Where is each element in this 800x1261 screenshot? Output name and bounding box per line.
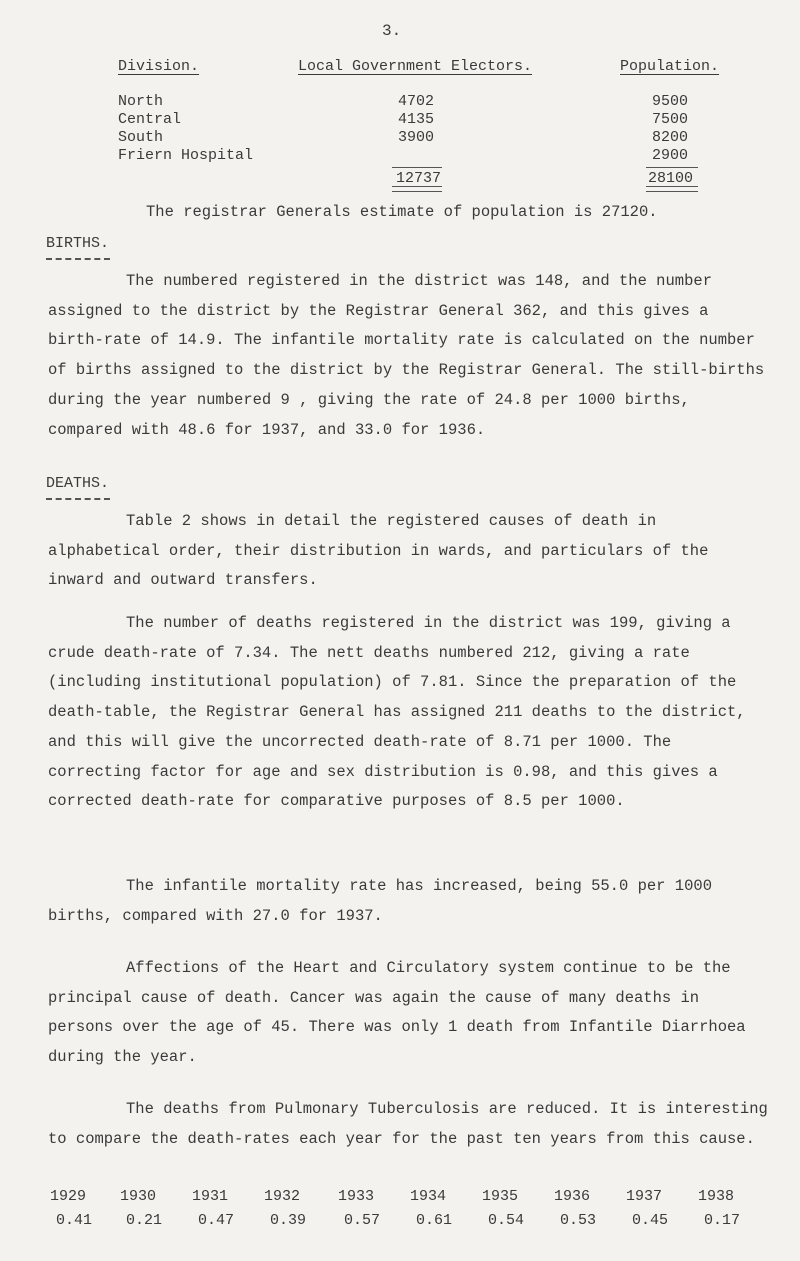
tb-year: 1933: [338, 1188, 375, 1205]
population-total-rule: [646, 167, 698, 168]
tb-rate: 0.54: [488, 1212, 525, 1229]
division-name: Friern Hospital: [118, 147, 254, 164]
population-value: 7500: [652, 111, 689, 128]
population-value: 8200: [652, 129, 689, 146]
tb-year: 1938: [698, 1188, 735, 1205]
electors-value: 4135: [398, 111, 435, 128]
tb-year: 1930: [120, 1188, 157, 1205]
population-total: 28100: [648, 170, 694, 187]
tb-rate: 0.45: [632, 1212, 669, 1229]
deaths-paragraph-4: Affections of the Heart and Circulatory system continue to be the principal cause of death. Cancer was again the cause of many deaths in persons over the age of 45. There was only 1 death from Infantile Diarrhoea during the year.: [48, 959, 746, 1067]
header-division: Division.: [118, 58, 200, 75]
table-row: [0, 147, 800, 165]
tb-rate: 0.21: [126, 1212, 163, 1229]
deaths-heading: [46, 475, 110, 500]
tb-year: 1935: [482, 1188, 519, 1205]
tb-year: 1936: [554, 1188, 591, 1205]
deaths-paragraph-3: The infantile mortality rate has increased, being 55.0 per 1000 births, compared with 27.0 for 1937.: [48, 877, 712, 925]
tb-rate: 0.47: [198, 1212, 235, 1229]
table-row: [0, 111, 800, 129]
division-name: Central: [118, 111, 182, 128]
electors-value: 3900: [398, 129, 435, 146]
population-estimate: The registrar Generals estimate of population is 27120.: [146, 203, 658, 221]
tb-rate: 0.61: [416, 1212, 453, 1229]
deaths-paragraph-1: Table 2 shows in detail the registered causes of death in alphabetical order, their distribution in wards, and particulars of the inward and outward transfers.: [48, 512, 709, 590]
population-double-rule: [646, 186, 698, 192]
population-value: 9500: [652, 93, 689, 110]
births-heading: [46, 235, 110, 260]
deaths-paragraph-2: The number of deaths registered in the district was 199, giving a crude death-rate of 7.34. The nett deaths numbered 212, giving a rate (including institutional population) of 7.81. Since the preparation of the death-table, the Registrar General has assigned 211 deaths to the district, and this will give the uncorrected death-rate of 8.71 per 1000. The correcting factor for age and sex distribution is 0.98, and this gives a corrected death-rate for comparative purposes of 8.5 per 1000.: [48, 614, 746, 811]
births-heading-text: BIRTHS.: [46, 235, 110, 252]
table-row: [0, 129, 800, 147]
page-number: 3.: [382, 22, 402, 40]
tb-year: 1937: [626, 1188, 663, 1205]
tb-rate: 0.39: [270, 1212, 307, 1229]
births-heading-underline: [46, 258, 110, 260]
deaths-heading-underline: [46, 498, 110, 500]
table-row: [0, 93, 800, 111]
population-value: 2900: [652, 147, 689, 164]
tb-year: 1929: [50, 1188, 87, 1205]
electors-total-rule: [392, 167, 442, 168]
tb-year: 1932: [264, 1188, 301, 1205]
tb-rate: 0.17: [704, 1212, 741, 1229]
electors-total: 12737: [396, 170, 442, 187]
division-name: North: [118, 93, 164, 110]
tb-rate: 0.53: [560, 1212, 597, 1229]
tb-year: 1931: [192, 1188, 229, 1205]
electors-value: 4702: [398, 93, 435, 110]
tb-rate: 0.41: [56, 1212, 93, 1229]
deaths-paragraph-5: The deaths from Pulmonary Tuberculosis are reduced. It is interesting to compare the death-rates each year for the past ten years from this cause.: [48, 1100, 768, 1148]
division-name: South: [118, 129, 164, 146]
deaths-heading-text: DEATHS.: [46, 475, 110, 492]
births-paragraph: The numbered registered in the district was 148, and the number assigned to the district by the Registrar General 362, and this gives a birth-rate of 14.9. The infantile mortality rate is calculated on the number of births assigned to the district by the Registrar General. The still-births during the year numbered 9 , giving the rate of 24.8 per 1000 births, compared with 48.6 for 1937, and 33.0 for 1936.: [48, 272, 765, 439]
header-electors: Local Government Electors.: [298, 58, 533, 75]
tb-rate: 0.57: [344, 1212, 381, 1229]
header-population: Population.: [620, 58, 720, 75]
electors-double-rule: [392, 186, 442, 192]
tb-year: 1934: [410, 1188, 447, 1205]
